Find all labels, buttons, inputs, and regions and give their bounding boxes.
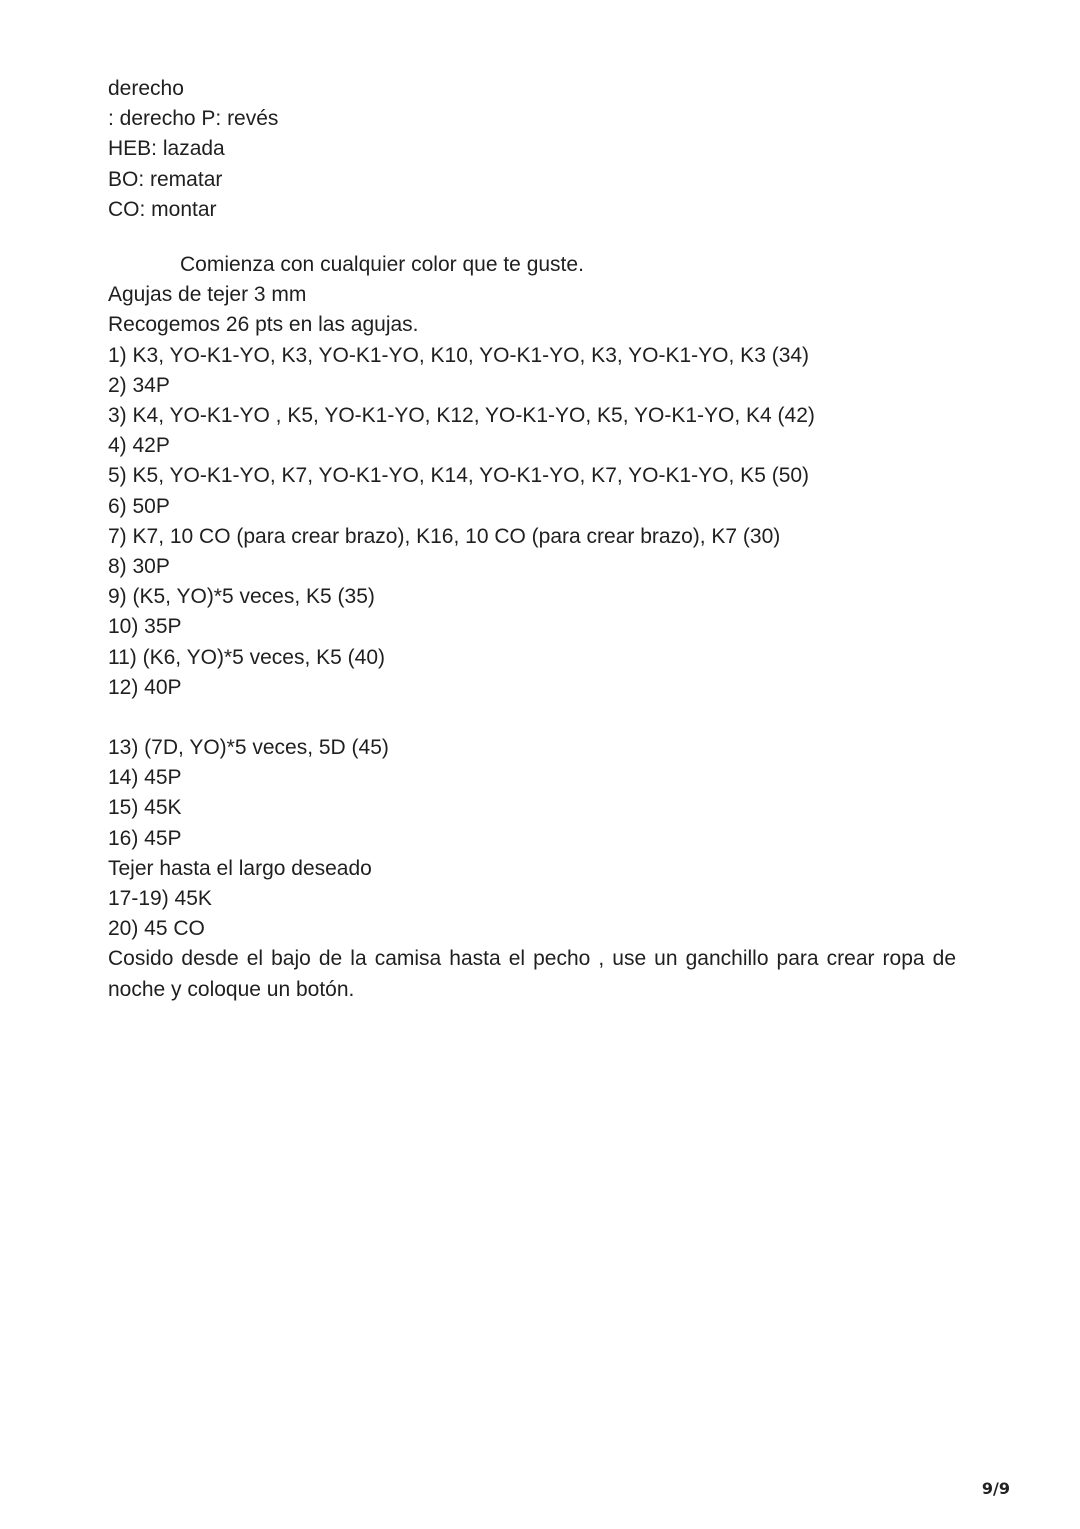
pattern-row: 4) 42P [108,434,170,458]
pattern-row: 3) K4, YO-K1-YO , K5, YO-K1-YO, K12, YO-K1-YO, K5, YO-K1-YO, K4 (42) [108,404,815,428]
page-number: 9/9 [981,1479,1010,1498]
pattern-row: 13) (7D, YO)*5 veces, 5D (45) [108,736,389,760]
pattern-row: Tejer hasta el largo deseado [108,856,372,880]
intro-section [108,250,956,341]
abbreviation-line: HEB: lazada [108,137,225,161]
abbreviations-section [108,74,956,225]
pattern-row: 10) 35P [108,615,182,639]
pattern-row: 6) 50P [108,494,170,518]
blank-line [108,703,956,733]
pattern-rows-block-2 [108,733,956,944]
pattern-row: 16) 45P [108,826,182,850]
pattern-row: 2) 34P [108,373,170,397]
abbreviation-line: BO: rematar [108,167,223,191]
intro-line: Comienza con cualquier color que te guste. [180,253,584,277]
pattern-row: 7) K7, 10 CO (para crear brazo), K16, 10 CO (para crear brazo), K7 (30) [108,524,781,548]
pattern-row: 15) 45K [108,796,182,820]
closing-paragraph: Cosido desde el bajo de la camisa hasta el pecho , use un ganchillo para crear ropa de noche y coloque un botón. [108,947,956,1001]
abbreviation-line: CO: montar [108,197,217,221]
pattern-row: 17-19) 45K [108,887,212,911]
intro-line: Recogemos 26 pts en las agujas. [108,313,419,337]
pattern-row: 9) (K5, YO)*5 veces, K5 (35) [108,585,375,609]
pattern-row: 11) (K6, YO)*5 veces, K5 (40) [108,645,386,669]
pattern-row: 20) 45 CO [108,917,205,941]
pattern-rows-block-1 [108,341,956,703]
pattern-row: 8) 30P [108,555,170,579]
pattern-row: 14) 45P [108,766,182,790]
pattern-row: 12) 40P [108,675,182,699]
pattern-row: 1) K3, YO-K1-YO, K3, YO-K1-YO, K10, YO-K1-YO, K3, YO-K1-YO, K3 (34) [108,343,810,367]
pattern-row: 5) K5, YO-K1-YO, K7, YO-K1-YO, K14, YO-K1-YO, K7, YO-K1-YO, K5 (50) [108,464,810,488]
abbreviation-line: derecho [108,77,184,100]
blank-line [108,225,956,250]
abbreviation-line: : derecho P: revés [108,107,279,131]
intro-line: Agujas de tejer 3 mm [108,283,307,307]
